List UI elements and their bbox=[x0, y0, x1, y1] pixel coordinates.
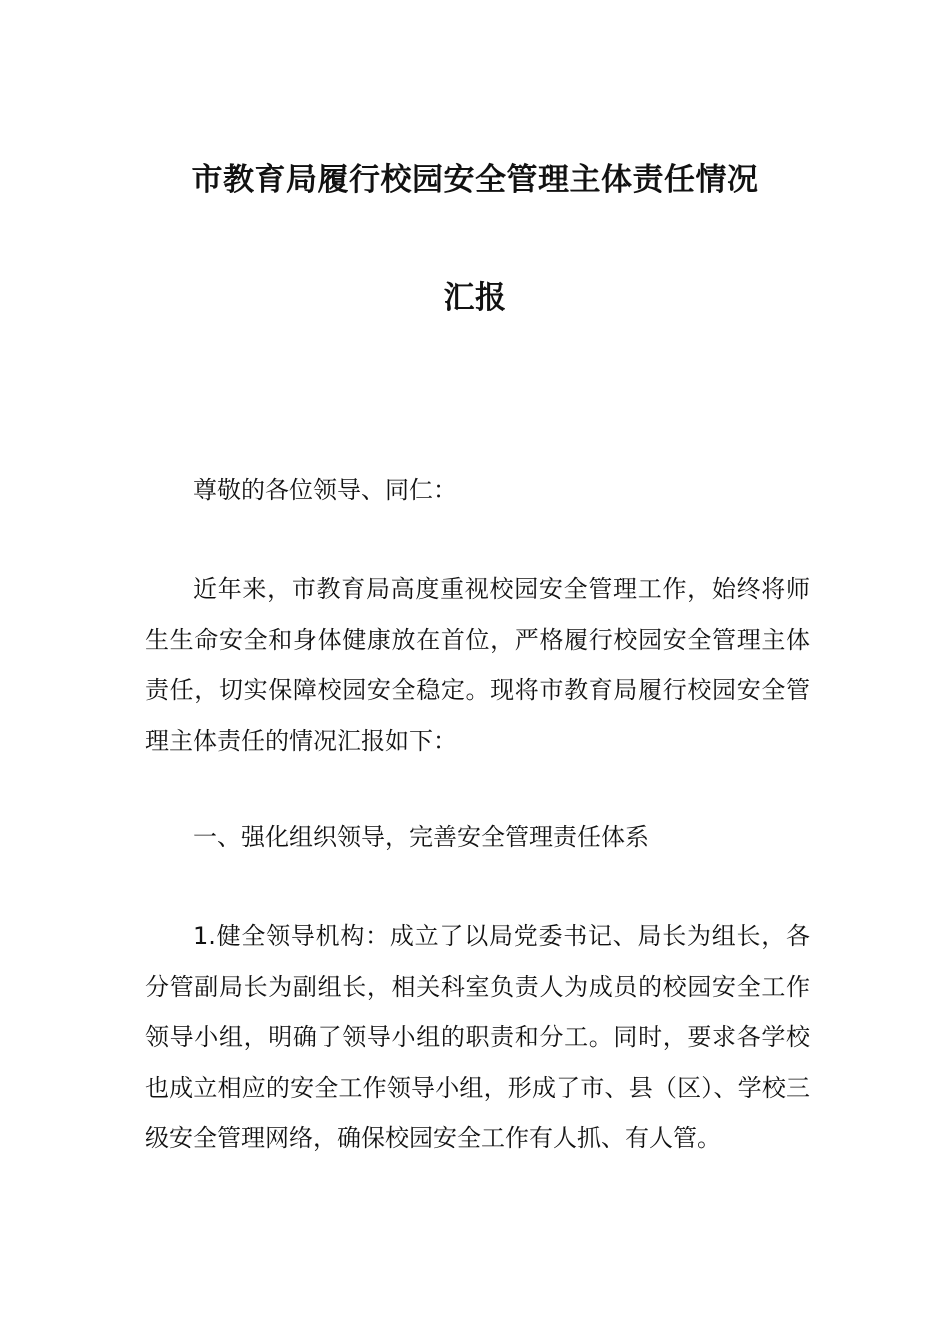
document-title-line-1: 市教育局履行校园安全管理主体责任情况 bbox=[191, 162, 759, 198]
section-1-item-1-paragraph: 1.健全领导机构：成立了以局党委书记、局长为组长，各分管副局长为副组长，相关科室负责人为成员的校园安全工作领导小组，明确了领导小组的职责和分工。同时，要求各学校也成立相应的安全工作领导小组，形成了市、县（区）、学校三级安全管理网络，确保校园安全工作有人抓、有人管。 bbox=[145, 922, 810, 1152]
salutation-paragraph: 尊敬的各位领导、同仁： bbox=[193, 476, 457, 504]
intro-paragraph: 近年来，市教育局高度重视校园安全管理工作，始终将师生生命安全和身体健康放在首位，严格履行校园安全管理主体责任，切实保障校园安全稳定。现将市教育局履行校园安全管理主体责任的情况汇报如下： bbox=[145, 575, 810, 755]
document-title-line-2: 汇报 bbox=[443, 280, 507, 316]
section-heading-1: 一、强化组织领导，完善安全管理责任体系 bbox=[193, 823, 649, 851]
